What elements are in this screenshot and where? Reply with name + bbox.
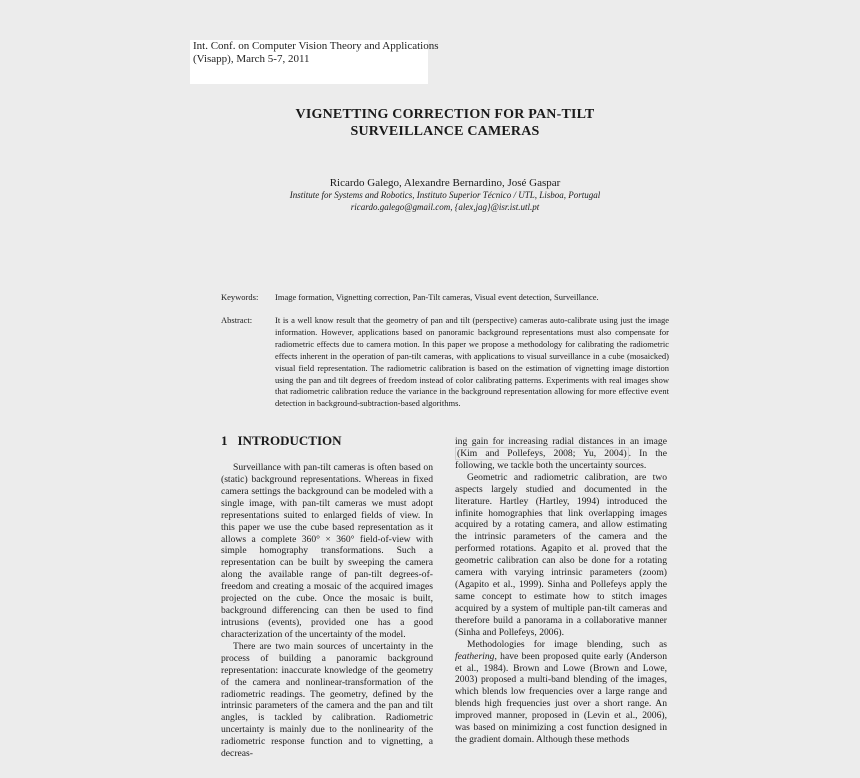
right-column bbox=[455, 436, 667, 746]
author-emails: ricardo.galego@gmail.com, {alex,jag}@isr.ist.utl.pt bbox=[350, 202, 540, 212]
conference-line-2: (Visapp), March 5-7, 2011 bbox=[193, 53, 310, 65]
intro-paragraph-2: There are two main sources of uncertainty in the process of building a panoramic background representation: inaccurate knowledge of the geometry of the camera and nonlinear-transformation of the radiometric readings. The geometry, defined by the intrinsic parameters of the camera and the pan and tilt angles, is tackled by calibration. Radiometric uncertainty is mainly due to the nonlinearity of the radiometric response function and to vignetting, a decreas- bbox=[221, 640, 433, 760]
abstract-text: It is a well know result that the geometry of pan and tilt (perspective) cameras auto-calibrate using just the image information. However, applications based on panoramic background representations must also compensate for radiometric effects due to camera motion. In this paper we propose a methodology for calibrating the radiometric effects inherent in the operation of pan-tilt cameras, with applications to visual surveillance in a cube (mosaicked) visual field representation. The radiometric calibration is based on the estimation of vignetting image distortion using the pan and tilt degrees of freedom instead of color calibrating patterns. Experiments with real images show that radiometric calibration reduce the variance in the background representation allowing for more effective event detection in background-subtraction-based algorithms. bbox=[275, 315, 669, 409]
section-title: INTRODUCTION bbox=[237, 433, 342, 448]
affiliation: Institute for Systems and Robotics, Instituto Superior Técnico / UTL, Lisboa, Portugal bbox=[289, 190, 601, 200]
title-line-1: VIGNETTING CORRECTION FOR PAN-TILT bbox=[295, 107, 595, 122]
right-paragraph-2 bbox=[455, 639, 667, 746]
right-p2-text-end: , have been proposed quite early (Anderson et al., 1984). Brown and Lowe (Brown and Lowe, 2003) proposed a multi-band blending of the images, which blends low frequencies over a large range and blends high frequencies just over a short range. An improved manner, proposed in (Levin et al., 2006), was based on minimizing a cost function designed in the gradient domain. Although these methods bbox=[455, 650, 667, 746]
feathering-term: feathering bbox=[455, 650, 495, 662]
affiliation-block bbox=[220, 189, 670, 213]
conference-header bbox=[193, 40, 439, 66]
right-p0-text-start: ing gain for increasing radial distances in an image bbox=[455, 436, 667, 447]
right-paragraph-0 bbox=[455, 436, 667, 472]
right-paragraph-1: Geometric and radiometric calibration, are two aspects largely studied and documented in the literature. Hartley (Hartley, 1994) introduced the infinite homographies that link overlapping images acquired by a rotating camera, and allow estimating the intrinsic parameters of the camera and the performed rotations. Agapito et al. proved that the geometric calibration can also be done for a rotating camera with varying intrinsic parameters (zoom) (Agapito et al., 1999). Sinha and Pollefeys apply the same concept to estimate how to stitch images acquired by a system of multiple pan-tilt cameras and therefore build a panorama in a collaborative manner (Sinha and Pollefeys, 2006). bbox=[455, 471, 667, 638]
paper-title bbox=[220, 106, 670, 140]
intro-paragraph-1: Surveillance with pan-tilt cameras is often based on (static) background representations. Whereas in fixed camera settings the background can be modeled with a single image, with pan-tilt cameras we must adopt representations suited to enlarged fields of view. In this paper we use the cube based representation as it allows a complete 360° × 360° field-of-view with simple homography transformations. Such a representation can be built by sweeping the camera along the available range of pan-tilt degrees-of-freedom and creating a mosaic of the acquired images projected on the cube. Once the mosaic is built, background differencing can then be used to find intrusions (events), provided one has a good characterization of the uncertainty of the model. bbox=[221, 462, 433, 640]
title-line-2: SURVEILLANCE CAMERAS bbox=[350, 124, 540, 139]
citation-link[interactable]: (Kim and Pollefeys, 2008; Yu, 2004) bbox=[457, 447, 627, 459]
section-number: 1 bbox=[221, 433, 228, 448]
keywords-text: Image formation, Vignetting correction, Pan-Tilt cameras, Visual event detection, Surveillance. bbox=[275, 292, 599, 302]
left-column bbox=[221, 462, 433, 760]
abstract-label: Abstract: bbox=[221, 315, 253, 325]
section-heading-introduction bbox=[221, 433, 342, 449]
author-list: Ricardo Galego, Alexandre Bernardino, José Gaspar bbox=[329, 177, 561, 189]
right-p2-text-start: Methodologies for image blending, such as bbox=[467, 638, 667, 650]
right-p0-text-end: . In the following, we tackle both the uncertainty sources. bbox=[455, 447, 667, 471]
keywords-label: Keywords: bbox=[221, 292, 259, 302]
conference-line-1: Int. Conf. on Computer Vision Theory and Applications bbox=[193, 40, 439, 52]
